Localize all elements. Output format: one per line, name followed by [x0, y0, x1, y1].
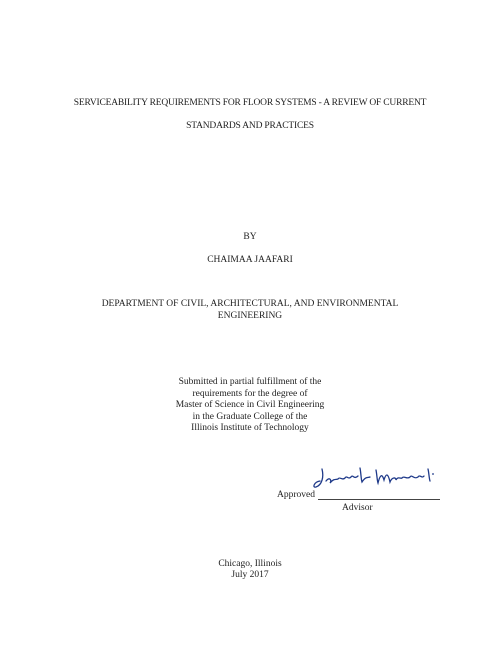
submission-line: Master of Science in Civil Engineering [175, 400, 325, 410]
department-line-2: ENGINEERING [217, 311, 283, 321]
submission-line: in the Graduate College of the [192, 411, 308, 422]
signature-line [318, 499, 440, 500]
date: July 2017 [231, 570, 269, 580]
department-line-1: DEPARTMENT OF CIVIL, ARCHITECTURAL, AND ENVIRONMENTAL [101, 299, 399, 309]
submission-line: Submitted in partial fulfillment of the [178, 377, 322, 387]
approved-label: Approved [277, 490, 315, 500]
author-name: CHAIMAA JAAFARI [207, 255, 293, 265]
advisor-signature [312, 463, 437, 495]
advisor-label: Advisor [342, 503, 373, 513]
title-line-1: SERVICEABILITY REQUIREMENTS FOR FLOOR SYSTEMS - A REVIEW OF CURRENT [73, 98, 427, 108]
submission-statement [0, 377, 500, 435]
by-label: BY [243, 232, 257, 242]
submission-line: Illinois Institute of Technology [191, 423, 309, 433]
place: Chicago, Illinois [218, 559, 282, 569]
title-line-2: STANDARDS AND PRACTICES [186, 121, 314, 131]
submission-line: requirements for the degree of [192, 388, 308, 399]
